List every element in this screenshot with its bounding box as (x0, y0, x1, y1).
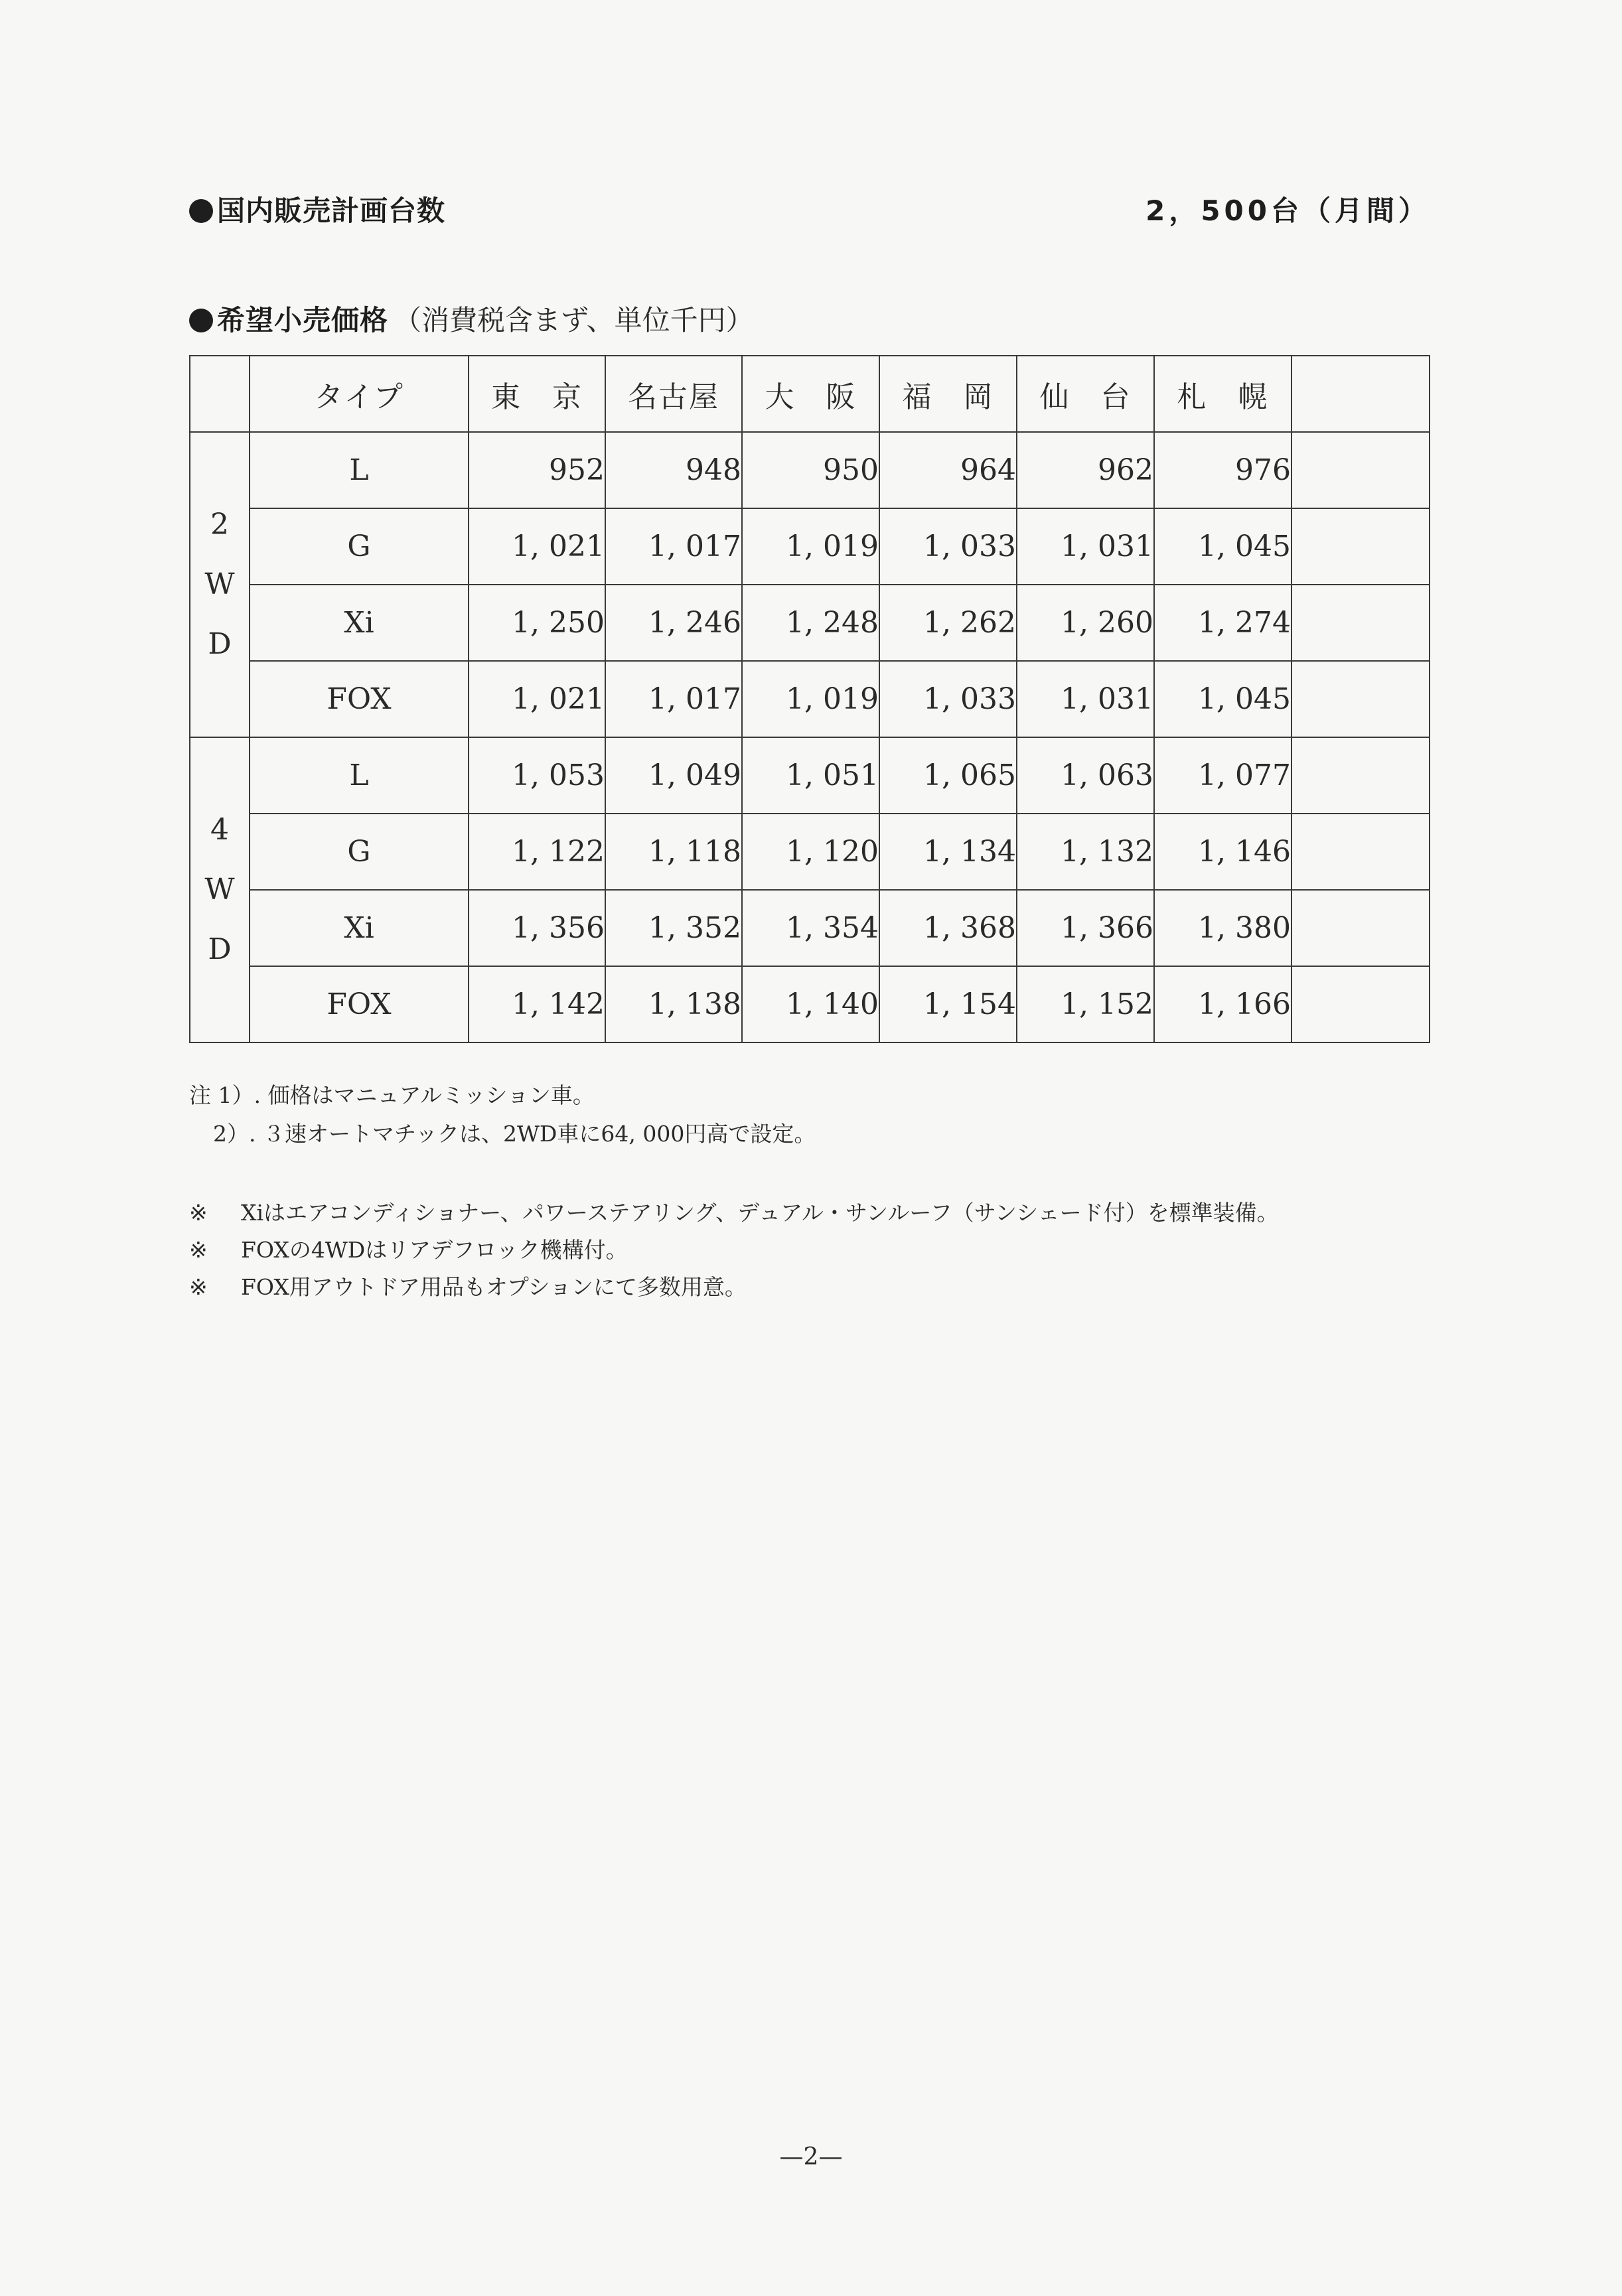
price-cell: 1, 366 (1017, 890, 1154, 966)
header-cell-empty (1291, 356, 1430, 432)
header-cell: タイプ (250, 356, 469, 432)
table-row (190, 966, 1430, 1042)
drive-type-char: 2 (210, 508, 229, 541)
table-row (190, 585, 1430, 661)
empty-cell (1291, 737, 1430, 814)
header-cell: 大 阪 (742, 356, 879, 432)
footnotes (189, 1076, 816, 1153)
price-cell: 948 (605, 432, 742, 508)
header-cell: 仙 台 (1017, 356, 1154, 432)
price-cell: 1, 146 (1154, 814, 1291, 890)
price-cell: 1, 260 (1017, 585, 1154, 661)
table-header-row (190, 356, 1430, 432)
price-cell: 1, 031 (1017, 508, 1154, 585)
price-cell: 1, 033 (879, 661, 1017, 737)
header-corner-cell (190, 356, 250, 432)
price-heading (189, 299, 1430, 338)
price-cell: 1, 045 (1154, 508, 1291, 585)
sales-plan-heading (189, 189, 1430, 229)
price-label: 希望小売価格 (217, 304, 389, 336)
footnote-2: 2）. ３速オートマチックは、2WD車に64, 000円高で設定。 (213, 1121, 816, 1147)
trim-type-cell: FOX (250, 966, 469, 1042)
table-row (190, 890, 1430, 966)
table-row (190, 737, 1430, 814)
table-row (190, 661, 1430, 737)
empty-cell (1291, 814, 1430, 890)
page-number: —2— (779, 2143, 843, 2171)
price-table (189, 355, 1430, 1043)
empty-cell (1291, 432, 1430, 508)
header-cell: 札 幌 (1154, 356, 1291, 432)
price-cell: 1, 142 (469, 966, 605, 1042)
remarks-list (189, 1194, 1279, 1306)
remark-item (189, 1194, 1279, 1232)
header-cell: 福 岡 (879, 356, 1017, 432)
remark-text: FOX用アウトドア用品もオプションにて多数用意。 (241, 1274, 747, 1300)
price-cell: 1, 077 (1154, 737, 1291, 814)
price-cell: 1, 053 (469, 737, 605, 814)
price-cell: 1, 368 (879, 890, 1017, 966)
price-cell: 1, 033 (879, 508, 1017, 585)
trim-type-cell: FOX (250, 661, 469, 737)
footnote-1: 注 1）. 価格はマニュアルミッション車。 (189, 1082, 595, 1108)
price-cell: 1, 118 (605, 814, 742, 890)
remark-item (189, 1232, 1279, 1269)
drive-type-char: 4 (210, 813, 229, 847)
price-cell: 1, 031 (1017, 661, 1154, 737)
table-row (190, 432, 1430, 508)
price-cell: 962 (1017, 432, 1154, 508)
price-cell: 1, 051 (742, 737, 879, 814)
price-cell: 1, 063 (1017, 737, 1154, 814)
reference-mark: ※ (189, 1237, 208, 1263)
empty-cell (1291, 508, 1430, 585)
bullet-icon (189, 309, 213, 332)
trim-type-cell: L (250, 432, 469, 508)
price-cell: 1, 248 (742, 585, 879, 661)
remark-text: FOXの4WDはリアデフロック機構付。 (241, 1237, 628, 1263)
remark-item (189, 1269, 1279, 1306)
price-cell: 950 (742, 432, 879, 508)
sales-plan-value: 2，500台（月間） (1145, 194, 1430, 227)
price-cell: 1, 262 (879, 585, 1017, 661)
reference-mark: ※ (189, 1274, 208, 1300)
price-cell: 1, 154 (879, 966, 1017, 1042)
price-cell: 1, 352 (605, 890, 742, 966)
price-cell: 1, 017 (605, 508, 742, 585)
sales-plan-label: 国内販売計画台数 (217, 194, 446, 227)
table-row (190, 814, 1430, 890)
drive-type-char: W (204, 567, 235, 601)
trim-type-cell: Xi (250, 585, 469, 661)
price-cell: 1, 134 (879, 814, 1017, 890)
bullet-icon (189, 199, 213, 223)
header-cell: 東 京 (469, 356, 605, 432)
trim-type-cell: Xi (250, 890, 469, 966)
price-cell: 1, 140 (742, 966, 879, 1042)
price-cell: 1, 019 (742, 661, 879, 737)
remark-text: Xiはエアコンディショナー、パワーステアリング、デュアル・サンルーフ（サンシェード付）を標準装備。 (241, 1200, 1279, 1226)
price-cell: 1, 019 (742, 508, 879, 585)
empty-cell (1291, 585, 1430, 661)
price-cell: 1, 021 (469, 661, 605, 737)
price-cell: 1, 122 (469, 814, 605, 890)
price-cell: 1, 380 (1154, 890, 1291, 966)
price-cell: 964 (879, 432, 1017, 508)
price-cell: 1, 250 (469, 585, 605, 661)
price-cell: 1, 065 (879, 737, 1017, 814)
price-cell: 1, 017 (605, 661, 742, 737)
table-row (190, 508, 1430, 585)
price-unit-note: （消費税含まず、単位千円） (394, 304, 754, 336)
drive-type-char: D (208, 932, 232, 966)
drive-type-cell (190, 432, 250, 737)
price-cell: 1, 132 (1017, 814, 1154, 890)
empty-cell (1291, 661, 1430, 737)
trim-type-cell: L (250, 737, 469, 814)
trim-type-cell: G (250, 814, 469, 890)
price-cell: 1, 356 (469, 890, 605, 966)
empty-cell (1291, 890, 1430, 966)
trim-type-cell: G (250, 508, 469, 585)
table-body (190, 432, 1430, 1042)
price-cell: 1, 049 (605, 737, 742, 814)
drive-type-char: W (204, 873, 235, 906)
drive-type-char: D (208, 627, 232, 661)
drive-type-cell (190, 737, 250, 1042)
price-cell: 1, 045 (1154, 661, 1291, 737)
empty-cell (1291, 966, 1430, 1042)
price-cell: 1, 152 (1017, 966, 1154, 1042)
price-cell: 1, 120 (742, 814, 879, 890)
price-cell: 1, 021 (469, 508, 605, 585)
reference-mark: ※ (189, 1200, 208, 1226)
price-cell: 1, 166 (1154, 966, 1291, 1042)
price-cell: 1, 274 (1154, 585, 1291, 661)
price-cell: 952 (469, 432, 605, 508)
price-cell: 976 (1154, 432, 1291, 508)
price-cell: 1, 246 (605, 585, 742, 661)
header-cell: 名古屋 (605, 356, 742, 432)
price-cell: 1, 138 (605, 966, 742, 1042)
price-cell: 1, 354 (742, 890, 879, 966)
